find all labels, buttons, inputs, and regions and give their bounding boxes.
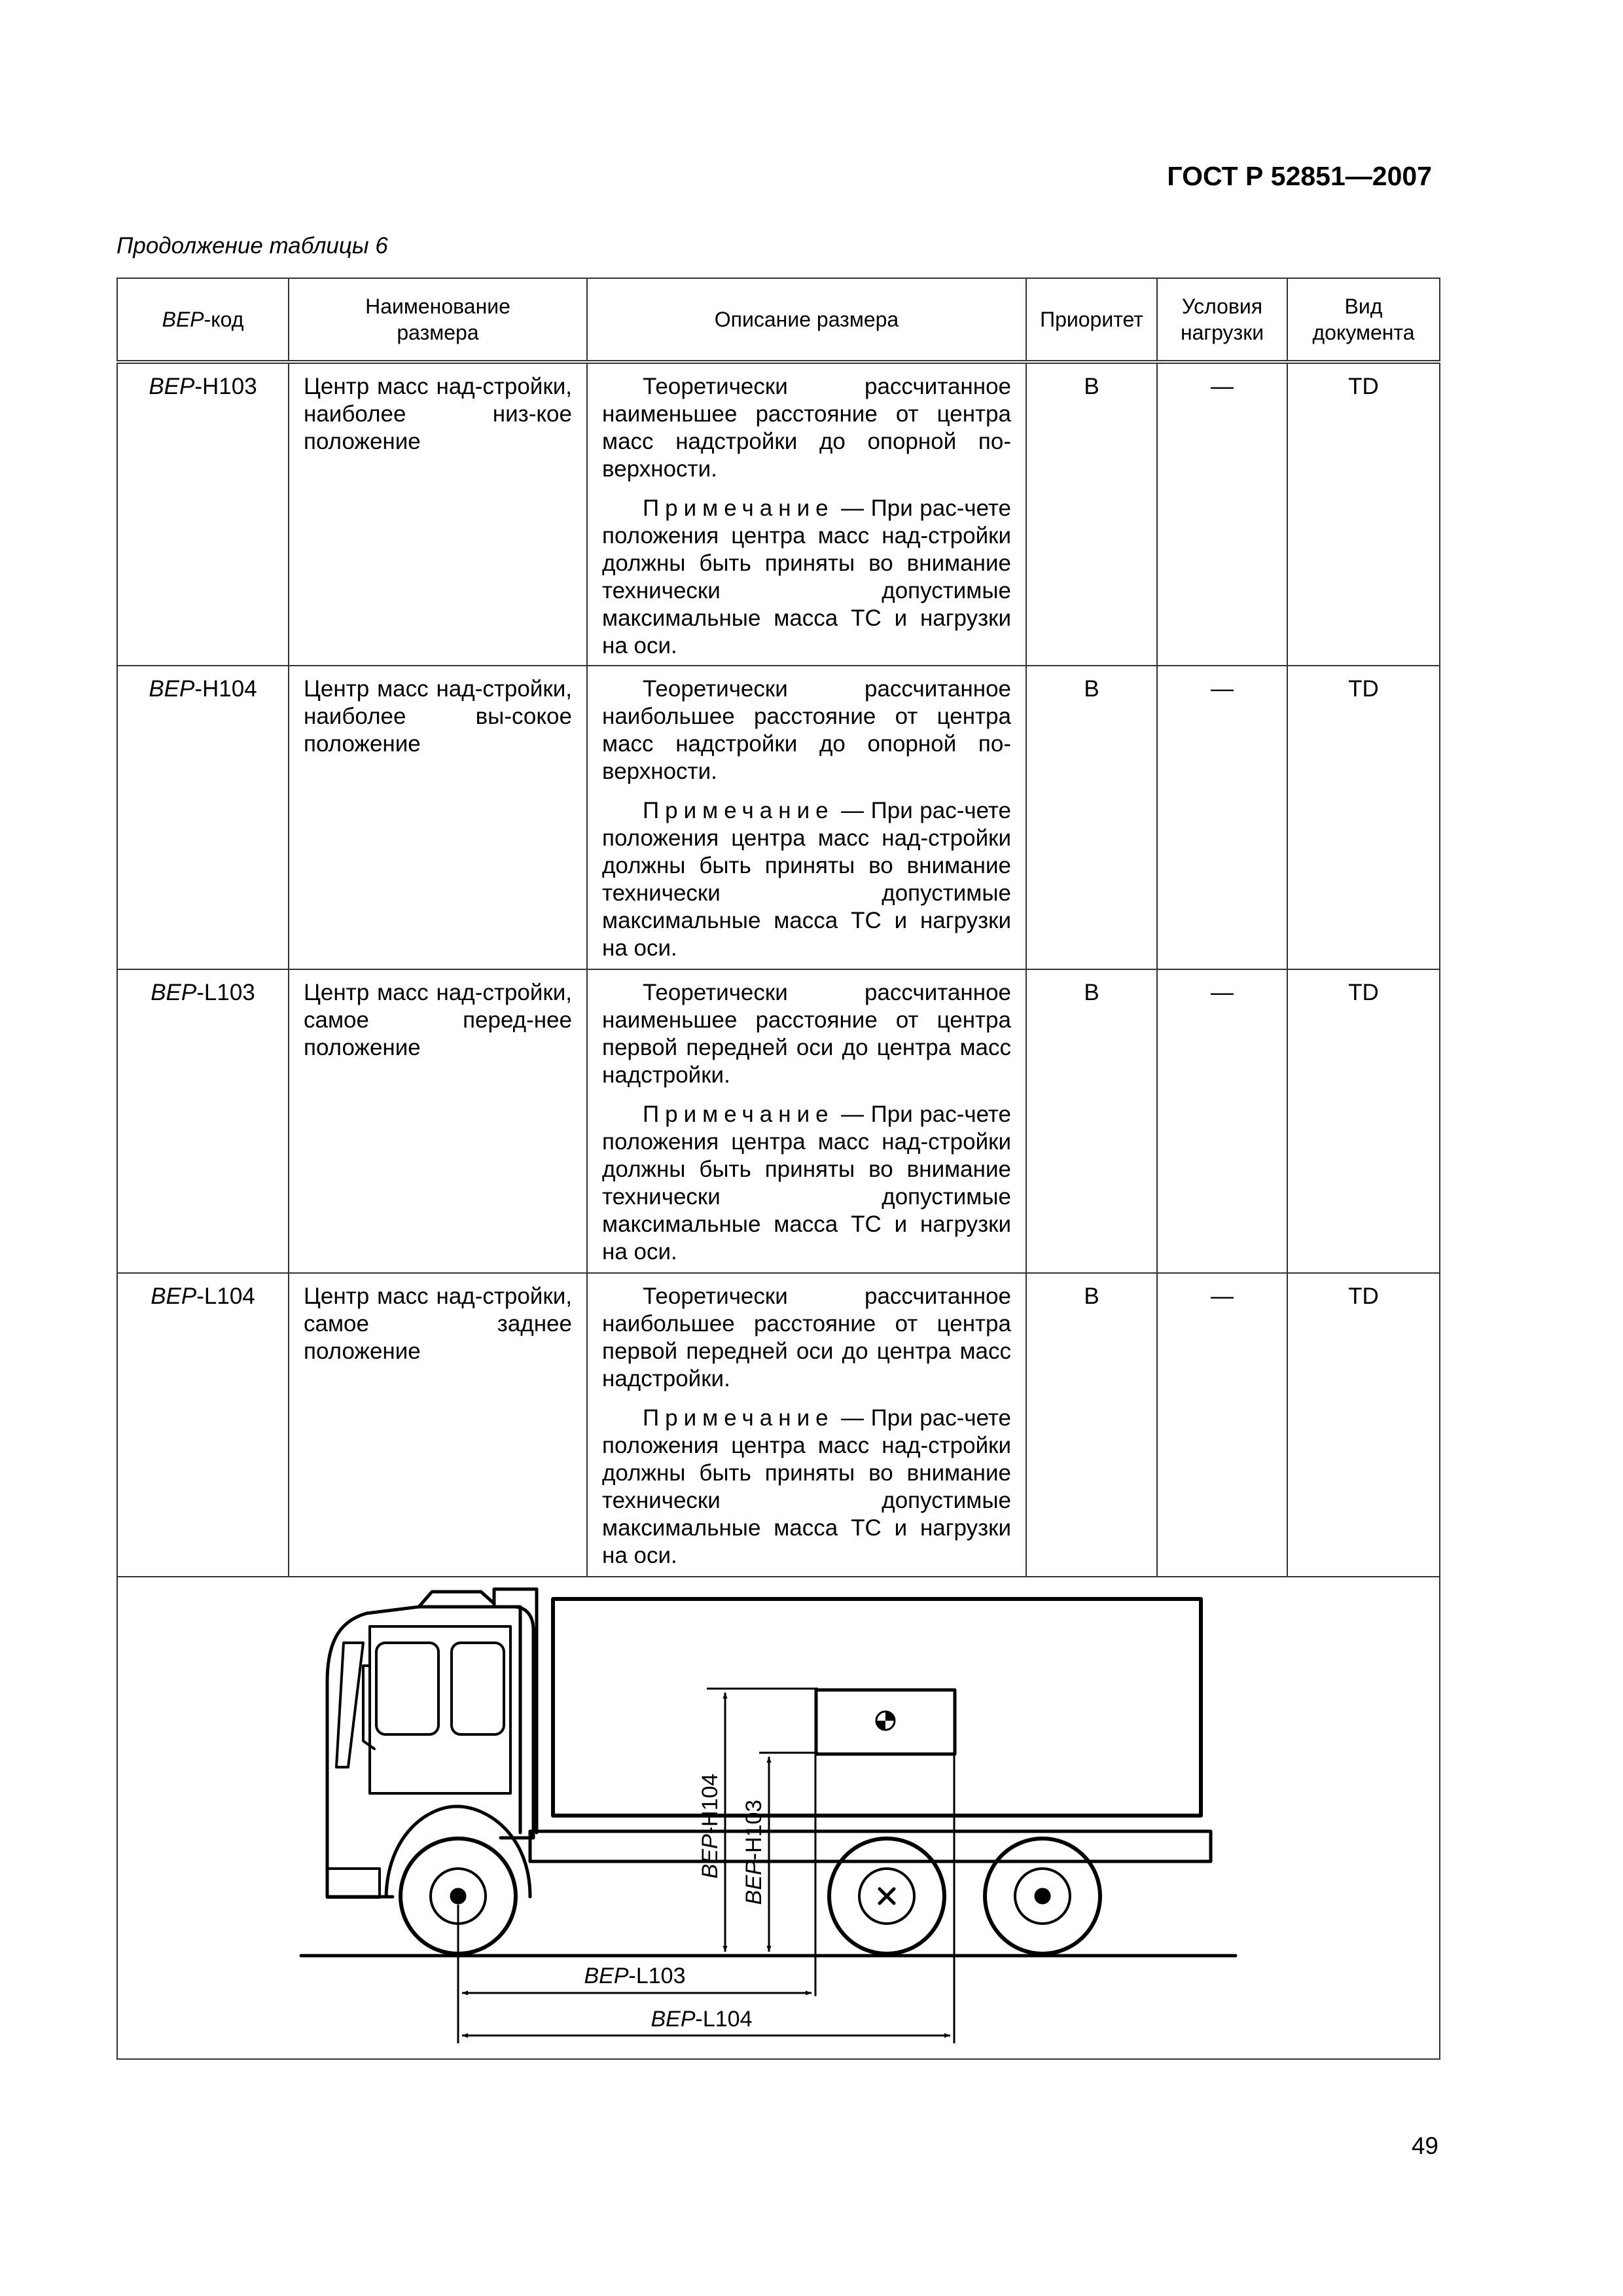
cargo-box (553, 1599, 1201, 1816)
cell-priority: B (1026, 666, 1157, 969)
cell-priority: B (1026, 362, 1157, 666)
description-text: Теоретически рассчитанное наибольшее расстояние от центра первой передней оси до центра масс надстройки. (602, 1283, 1011, 1391)
dimension-table (116, 278, 1440, 2060)
label-bep-l103: BEP-L103 (584, 1964, 686, 1988)
description-note: Примечание — При рас-чете положения центра масс над-стройки должны быть приняты во внимание технически допустимые максимальные масса ТС и нагрузки на оси. (602, 495, 1011, 658)
cell-code: BEP-L103 (117, 969, 289, 1273)
cell-name: Центр масс над-стройки, наиболее низ-кое положение (289, 362, 587, 666)
front-wheel-arch (386, 1806, 530, 1897)
cell-document: TD (1287, 362, 1440, 666)
table-row (117, 362, 1440, 666)
column-header-description: Описание размера (587, 278, 1026, 362)
cell-name: Центр масс над-стройки, наиболее вы-сокое положение (289, 666, 587, 969)
cab-visor (419, 1592, 494, 1607)
cell-document: TD (1287, 969, 1440, 1273)
label-bep-l104: BEP-L104 (651, 2007, 753, 2032)
front-bumper (327, 1869, 380, 1897)
rear-axle-center-mark (880, 1889, 894, 1903)
cell-code: BEP-H104 (117, 666, 289, 969)
chassis-frame (530, 1831, 1211, 1861)
cell-name: Центр масс над-стройки, самое перед-нее положение (289, 969, 587, 1273)
cell-description (587, 1273, 1026, 1577)
cell-priority: B (1026, 1273, 1157, 1577)
door-window-rear (452, 1643, 504, 1734)
cell-conditions: — (1157, 362, 1287, 666)
table-row (117, 969, 1440, 1273)
cell-code: BEP-H103 (117, 362, 289, 666)
column-header-priority: Приоритет (1026, 278, 1157, 362)
table-header-row (117, 278, 1440, 362)
description-note: Примечание — При рас-чете положения центра масс над-стройки должны быть приняты во внимание технически допустимые максимальные масса ТС и нагрузки на оси. (602, 798, 1011, 961)
description-note: Примечание — При рас-чете положения центра масс над-стройки должны быть приняты во внимание технически допустимые максимальные масса ТС и нагрузки на оси. (602, 1102, 1011, 1265)
cell-description (587, 969, 1026, 1273)
figure-cell (117, 1577, 1440, 2059)
table-row (117, 666, 1440, 969)
cell-conditions: — (1157, 666, 1287, 969)
column-header-conditions: Условия нагрузки (1157, 278, 1287, 362)
cell-priority: B (1026, 969, 1157, 1273)
cell-document: TD (1287, 1273, 1440, 1577)
figure-row (117, 1577, 1440, 2059)
page-number: 49 (1411, 2132, 1438, 2159)
cell-description (587, 362, 1026, 666)
cab-door (370, 1626, 510, 1793)
truck-diagram (118, 1577, 1439, 2058)
cell-document: TD (1287, 666, 1440, 969)
description-text: Теоретически рассчитанное наименьшее расстояние от центра первой передней оси до центра масс надстройки. (602, 980, 1011, 1088)
cell-conditions: — (1157, 1273, 1287, 1577)
cell-conditions: — (1157, 969, 1287, 1273)
windshield (336, 1643, 363, 1767)
cell-name: Центр масс над-стройки, самое заднее положение (289, 1273, 587, 1577)
description-text: Теоретически рассчитанное наибольшее расстояние от центра масс надстройки до опорной по-верхности. (602, 676, 1011, 784)
column-header-document: Вид документа (1287, 278, 1440, 362)
table-row (117, 1273, 1440, 1577)
cell-code: BEP-L104 (117, 1273, 289, 1577)
standard-designation: ГОСТ Р 52851—2007 (1167, 161, 1432, 191)
table-caption: Продолжение таблицы 6 (116, 233, 388, 259)
column-header-name: Наименование размера (289, 278, 587, 362)
label-bep-h103: BEP-H103 (741, 1799, 766, 1905)
label-bep-h104: BEP-H104 (698, 1773, 722, 1879)
description-note: Примечание — При рас-чете положения центра масс над-стройки должны быть приняты во внимание технически допустимые максимальные масса ТС и нагрузки на оси. (602, 1405, 1011, 1568)
description-text: Теоретически рассчитанное наименьшее расстояние от центра масс надстройки до опорной по-верхности. (602, 374, 1011, 482)
door-window-front (376, 1643, 438, 1734)
cell-description (587, 666, 1026, 969)
column-header-code: BEP-код (117, 278, 289, 362)
